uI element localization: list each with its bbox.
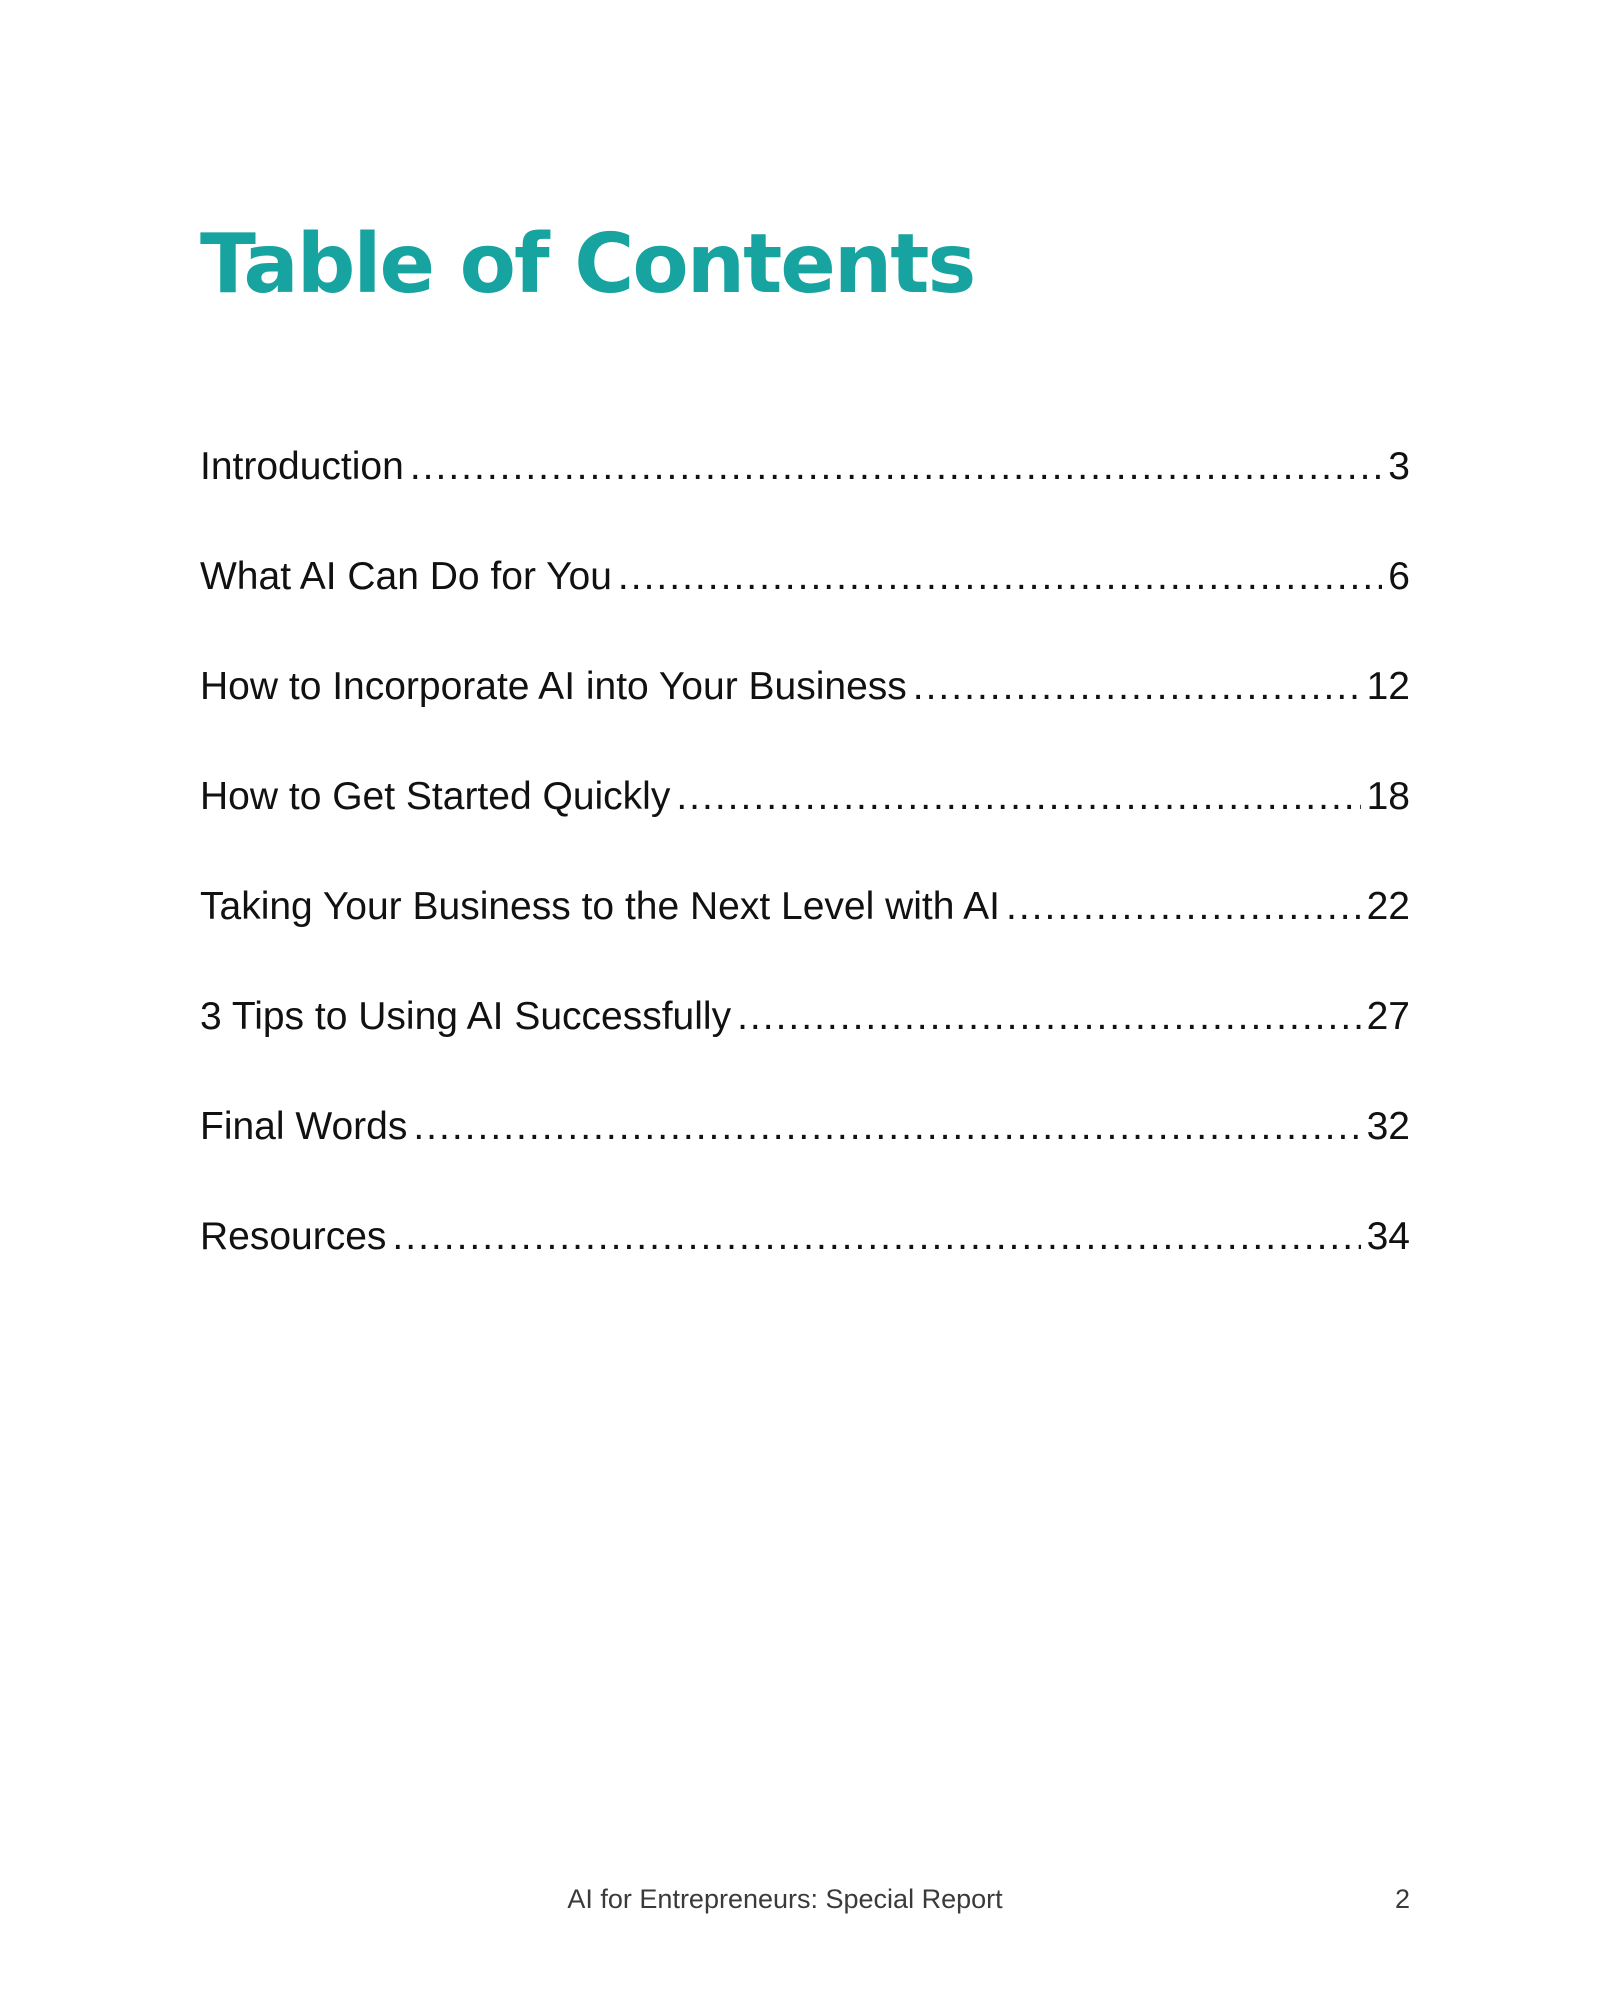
toc-entry-page: 12 (1366, 665, 1410, 708)
toc-entry-title: How to Incorporate AI into Your Business (200, 665, 907, 708)
toc-entry-page: 22 (1366, 885, 1410, 928)
toc-entry-next-level[interactable] (200, 885, 1410, 995)
toc-entry-what-ai-can-do[interactable] (200, 555, 1410, 665)
footer-page-number: 2 (1394, 1884, 1410, 1914)
toc-entry-title: What AI Can Do for You (200, 555, 612, 598)
toc-dot-leader (1006, 885, 1361, 929)
toc-entry-tips[interactable] (200, 995, 1410, 1105)
toc-entry-title: 3 Tips to Using AI Successfully (200, 995, 732, 1038)
toc-entry-title: How to Get Started Quickly (200, 775, 671, 818)
toc-entry-page: 34 (1366, 1215, 1410, 1258)
toc-entry-page: 18 (1366, 775, 1410, 818)
toc-list (200, 445, 1410, 1325)
toc-entry-final-words[interactable] (200, 1105, 1410, 1215)
toc-entry-get-started[interactable] (200, 775, 1410, 885)
toc-dot-leader (392, 1215, 1360, 1259)
toc-dot-leader (676, 775, 1360, 819)
toc-entry-incorporate-ai[interactable] (200, 665, 1410, 775)
toc-entry-page: 6 (1388, 555, 1410, 598)
toc-entry-page: 32 (1366, 1105, 1410, 1148)
toc-entry-page: 27 (1366, 995, 1410, 1038)
toc-dot-leader (737, 995, 1361, 1039)
toc-dot-leader (618, 555, 1382, 599)
page-title: Table of Contents (200, 217, 975, 312)
toc-entry-title: Resources (200, 1215, 387, 1258)
toc-entry-title: Taking Your Business to the Next Level with AI (200, 885, 1000, 928)
toc-entry-page: 3 (1388, 445, 1410, 488)
toc-entry-introduction[interactable] (200, 445, 1410, 555)
footer-title: AI for Entrepreneurs: Special Report (567, 1884, 1003, 1914)
toc-entry-resources[interactable] (200, 1215, 1410, 1325)
toc-dot-leader (913, 665, 1361, 709)
toc-dot-leader (410, 445, 1382, 489)
toc-entry-title: Final Words (200, 1105, 408, 1148)
toc-dot-leader (413, 1105, 1360, 1149)
toc-entry-title: Introduction (200, 445, 404, 488)
